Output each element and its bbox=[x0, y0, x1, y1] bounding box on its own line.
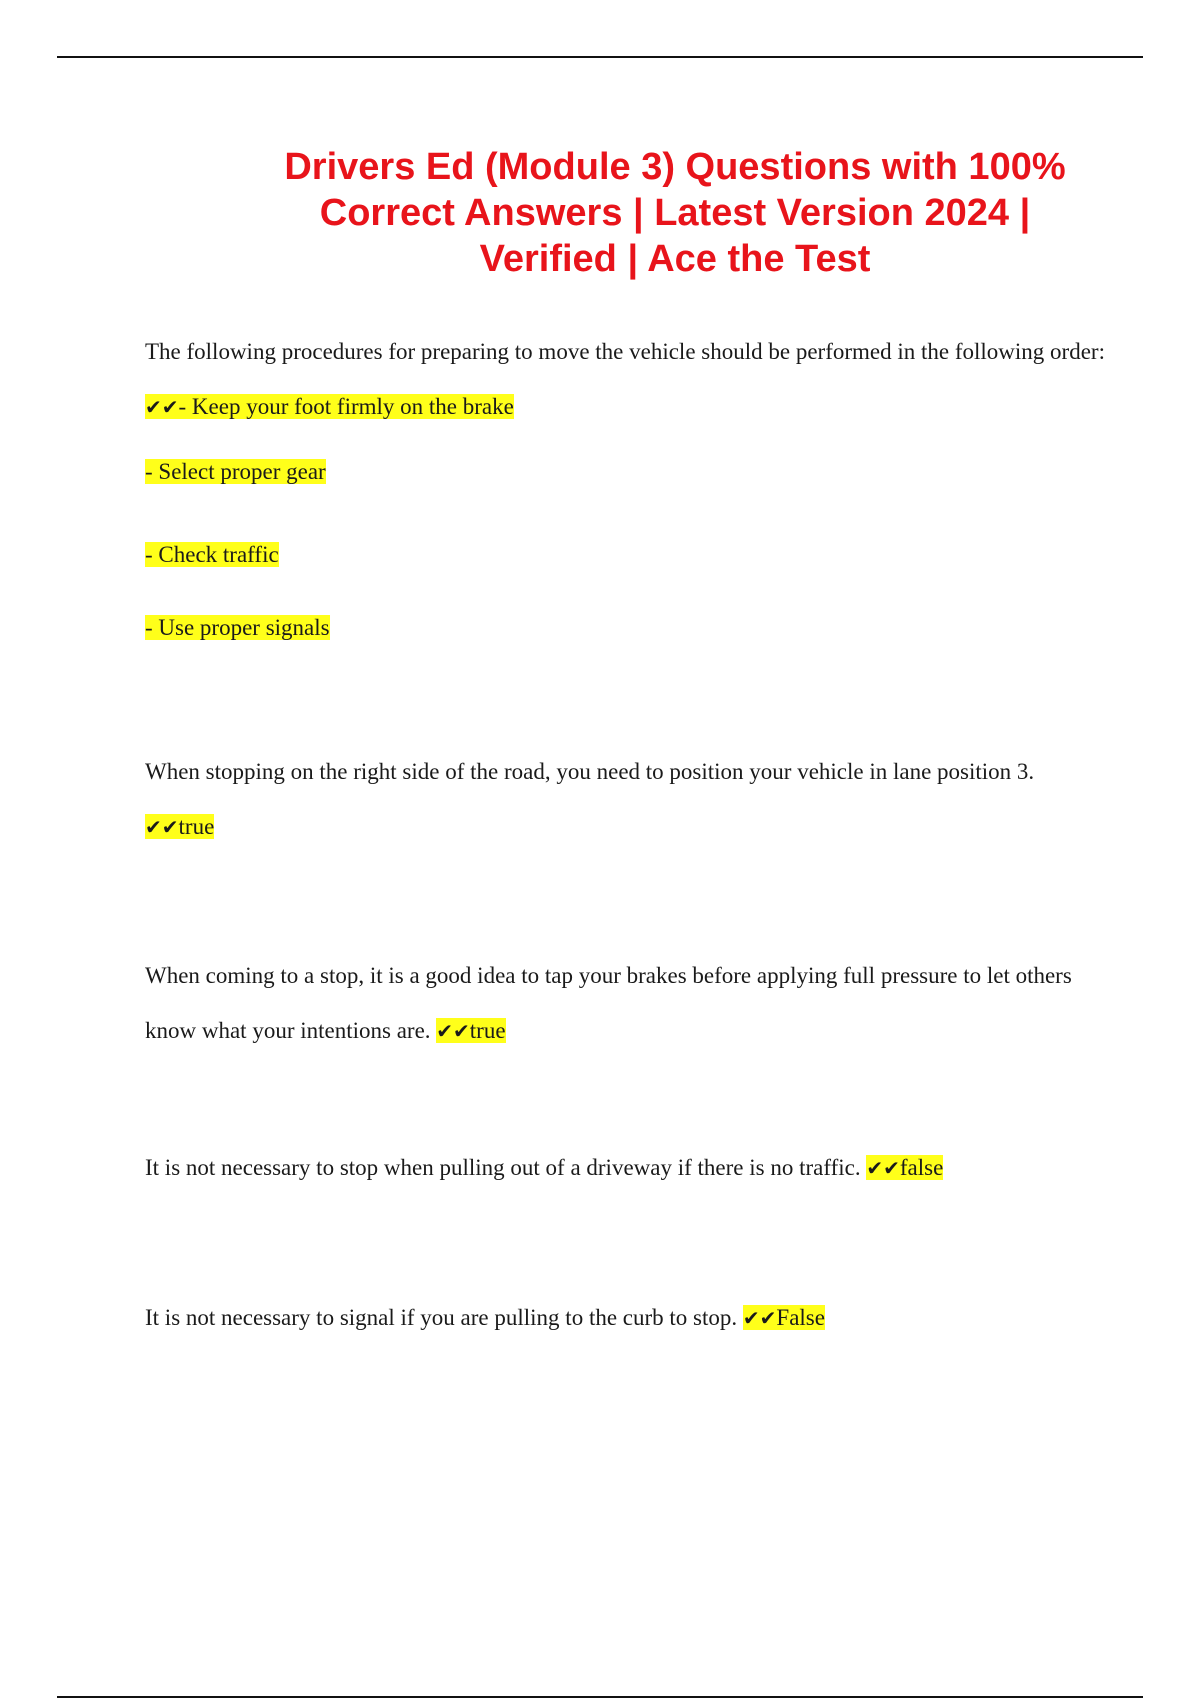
check-mark-icon: ✔✔ bbox=[436, 1019, 470, 1043]
question-3-answer bbox=[436, 1018, 505, 1043]
top-rule bbox=[57, 56, 1143, 58]
question-3 bbox=[145, 948, 1105, 1059]
question-2 bbox=[145, 744, 1105, 855]
question-1-answer-text: - Keep your foot firmly on the brake bbox=[178, 394, 514, 419]
answer-item bbox=[145, 612, 1105, 644]
question-5-answer bbox=[743, 1305, 825, 1330]
question-2-text: When stopping on the right side of the road, you need to position your vehicle in lane position 3. bbox=[145, 759, 1035, 784]
answer-item-text: - Check traffic bbox=[145, 542, 279, 567]
check-mark-icon: ✔✔ bbox=[742, 1306, 777, 1330]
question-5-text: It is not necessary to signal if you are pulling to the curb to stop. bbox=[145, 1305, 738, 1330]
question-1-answer bbox=[145, 394, 514, 419]
question-2-answer-text: true bbox=[178, 814, 215, 839]
question-1 bbox=[145, 324, 1105, 435]
answer-item-text: - Select proper gear bbox=[145, 459, 326, 484]
question-2-answer bbox=[145, 814, 214, 839]
question-3-answer-text: true bbox=[469, 1018, 506, 1043]
check-mark-icon: ✔✔ bbox=[866, 1156, 900, 1180]
question-5 bbox=[145, 1302, 1105, 1334]
question-4-text: It is not necessary to stop when pulling out of a driveway if there is no traffic. bbox=[145, 1155, 861, 1180]
question-4-answer-text: false bbox=[899, 1155, 944, 1180]
answer-item bbox=[145, 456, 1105, 488]
answer-item bbox=[145, 539, 1105, 571]
question-4 bbox=[145, 1152, 1105, 1184]
check-mark-icon: ✔✔ bbox=[145, 395, 179, 419]
question-1-text: The following procedures for preparing to move the vehicle should be performed in the following order: bbox=[145, 339, 1105, 364]
question-5-answer-text: False bbox=[776, 1305, 825, 1330]
question-3-text: When coming to a stop, it is a good idea to tap your brakes before applying full pressure to let others know what your intentions are. bbox=[145, 963, 1072, 1043]
question-4-answer bbox=[866, 1155, 943, 1180]
document-title: Drivers Ed (Module 3) Questions with 100% Correct Answers | Latest Version 2024 | Verified | Ace the Test bbox=[284, 146, 1066, 280]
check-mark-icon: ✔✔ bbox=[145, 815, 179, 839]
bottom-rule bbox=[57, 1696, 1143, 1698]
answer-item-text: - Use proper signals bbox=[145, 615, 330, 640]
